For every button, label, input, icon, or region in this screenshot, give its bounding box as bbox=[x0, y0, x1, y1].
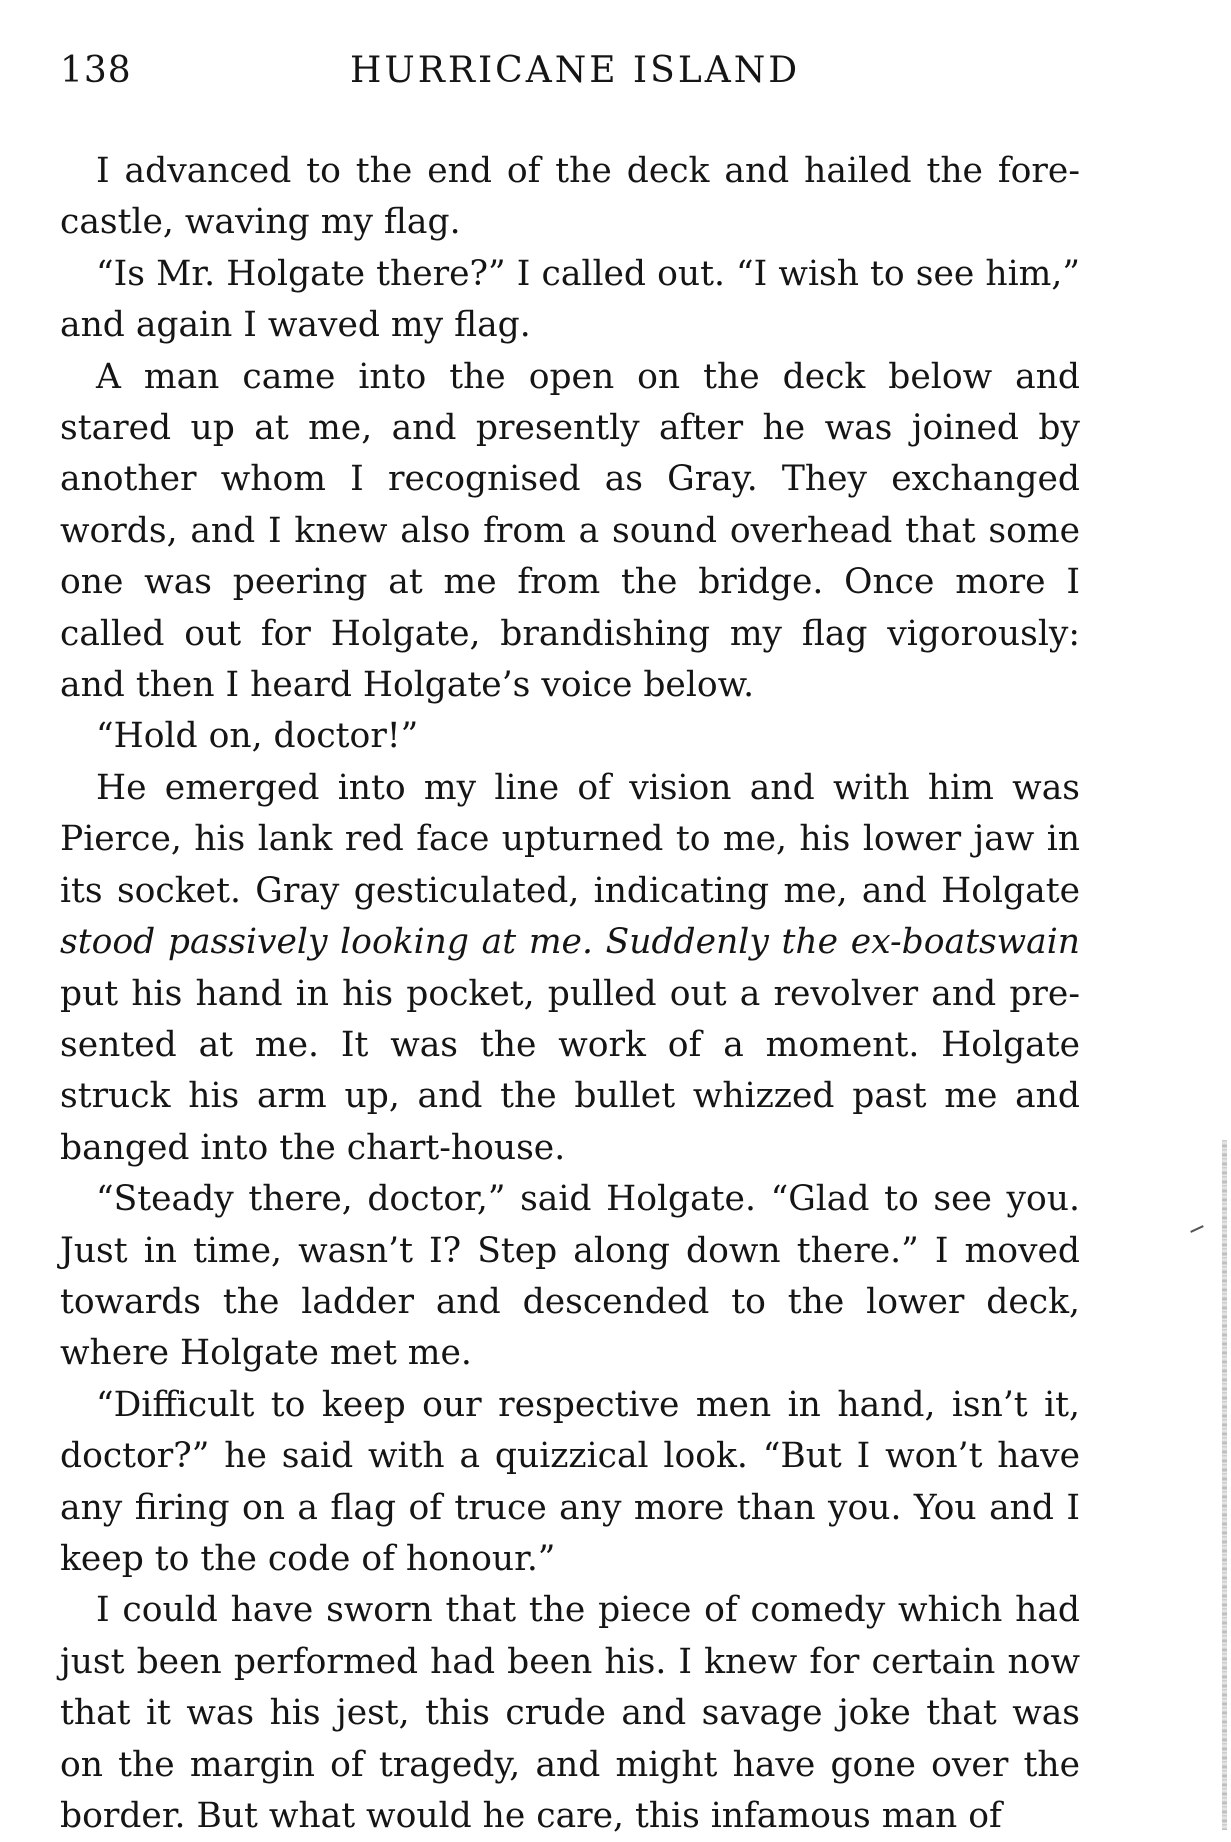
paragraph: “Is Mr. Holgate there?” I called out. “I wish to see him,” and again I waved my flag. bbox=[60, 253, 1080, 346]
paragraph: I could have sworn that the piece of comedy which had just been performed had been his. I knew for certain now that it was his jest, this crude and savage joke that was on the margin of tragedy, and might have gone over the border. But what would he care, this infamous man of bbox=[60, 1590, 1080, 1836]
italic-segment: stood passively looking at me. Suddenly the ex-boatswain bbox=[60, 922, 1080, 963]
paragraph: “Steady there, doctor,” said Holgate. “Glad to see you. Just in time, wasn’t I? Step along down there.” I moved towards the ladder and descended to the lower deck, where Holgate met me. bbox=[60, 1179, 1080, 1374]
running-title: HURRICANE ISLAND bbox=[350, 50, 801, 91]
scan-edge-artifact bbox=[1222, 1140, 1227, 1830]
paragraph: I advanced to the end of the deck and hailed the forecastle, waving my flag. bbox=[60, 151, 1080, 243]
body-text bbox=[60, 146, 1080, 1842]
paragraph: “Difficult to keep our respective men in hand, isn’t it, doctor?” he said with a quizzical look. “But I won’t have any firing on a flag of truce any more than you. You and I keep to the code of honour.” bbox=[60, 1384, 1080, 1579]
book-page bbox=[60, 46, 1080, 1842]
page-number: 138 bbox=[60, 50, 132, 91]
paragraph bbox=[60, 763, 1080, 1174]
scan-artifact-mark bbox=[1190, 1225, 1204, 1233]
page-header bbox=[60, 46, 1080, 106]
paragraph-segment: He emerged into my line of vision and with him was Pierce, his lank red face upturned to me, his lower jaw in its socket. Gray gesticulated, indicating me, and Holgate bbox=[60, 767, 1080, 911]
paragraph-segment: put his hand in his pocket, pulled out a revolver and presented at me. It was the work of a moment. Holgate struck his arm up, and the bullet whizzed past me and banged into the chart-house. bbox=[60, 973, 1080, 1168]
paragraph: “Hold on, doctor!” bbox=[96, 716, 419, 757]
paragraph: A man came into the open on the deck below and stared up at me, and presently after he was joined by another whom I recognised as Gray. They exchanged words, and I knew also from a sound overhead that some one was peering at me from the bridge. Once more I called out for Holgate, brandishing my flag vigorously: and then I heard Holgate’s voice below. bbox=[60, 356, 1080, 706]
